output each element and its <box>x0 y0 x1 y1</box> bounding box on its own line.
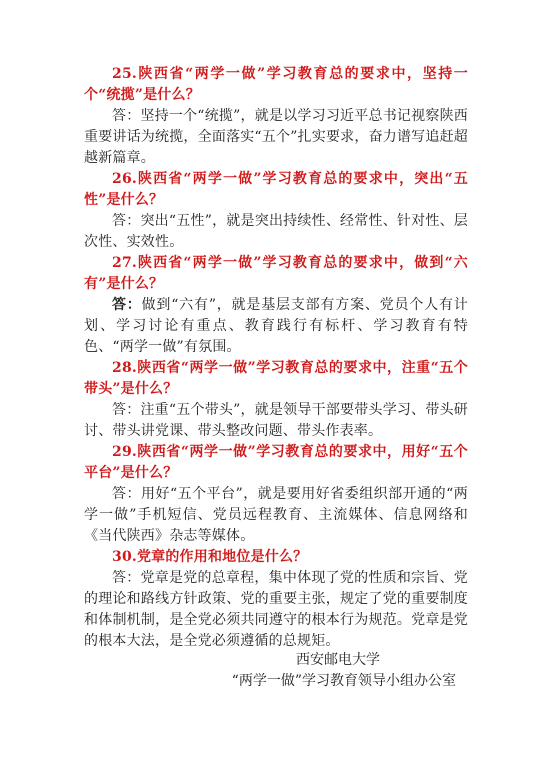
answer-26 <box>84 211 468 253</box>
question-29: 29.陕西省“两学一做”学习教育总的要求中，用好“五个平台”是什么？ <box>84 444 468 481</box>
signature-block <box>84 650 468 692</box>
question-26: 26.陕西省“两学一做”学习教育总的要求中，突出“五性”是什么？ <box>84 171 468 208</box>
answer-text: 做到“六有”，就是基层支部有方案、党员个人有计划、学习讨论有重点、教育践行有标杆、学习教育有特色、“两学一做”有氛围。 <box>84 297 468 355</box>
answer-text: 突出“五性”，就是突出持续性、经常性、针对性、层次性、实效性。 <box>84 213 468 250</box>
qa-item-27 <box>84 253 468 358</box>
answer-label: 答： <box>112 108 141 124</box>
question-27: 27.陕西省“两学一做”学习教育总的要求中，做到“六有”是什么？ <box>84 255 468 292</box>
document-body <box>84 64 468 652</box>
answer-27 <box>84 295 468 358</box>
answer-29 <box>84 484 468 547</box>
qa-item-25 <box>84 64 468 169</box>
question-28: 28.陕西省“两学一做”学习教育总的要求中，注重“五个带头”是什么？ <box>84 360 468 397</box>
question-25: 25.陕西省“两学一做”学习教育总的要求中，坚持一个“统揽”是什么？ <box>84 66 468 103</box>
answer-28 <box>84 400 468 442</box>
qa-item-30 <box>84 547 468 652</box>
answer-label: 答： <box>112 213 141 229</box>
question-30: 30.党章的作用和地位是什么？ <box>112 549 308 565</box>
answer-label: 答： <box>112 402 141 418</box>
answer-label: 答： <box>112 297 142 313</box>
qa-item-26 <box>84 169 468 253</box>
answer-text: 用好“五个平台”，就是要用好省委组织部开通的“两学一做”手机短信、党员远程教育、主流媒体、信息网络和《当代陕西》杂志等媒体。 <box>84 486 468 544</box>
qa-item-28 <box>84 358 468 442</box>
office-name: “两学一做”学习教育领导小组办公室 <box>231 673 456 689</box>
answer-label: 答： <box>112 486 141 502</box>
answer-25 <box>84 106 468 169</box>
qa-item-29 <box>84 442 468 547</box>
answer-text: 坚持一个“统揽”，就是以学习习近平总书记视察陕西重要讲话为统揽，全面落实“五个”扎实要求，奋力谱写追赶超越新篇章。 <box>84 108 468 166</box>
answer-text: 注重“五个带头”，就是领导干部要带头学习、带头研讨、带头讲党课、带头整改问题、带头作表率。 <box>84 402 468 439</box>
organization-name: 西安邮电大学 <box>296 652 380 668</box>
answer-text: 党章是党的总章程，集中体现了党的性质和宗旨、党的理论和路线方针政策、党的重要主张，规定了党的重要制度和体制机制，是全党必须共同遵守的根本行为规范。党章是党的根本大法，是全党必须遵循的总规矩。 <box>84 570 468 649</box>
answer-label: 答： <box>112 570 141 586</box>
answer-30 <box>84 568 468 652</box>
